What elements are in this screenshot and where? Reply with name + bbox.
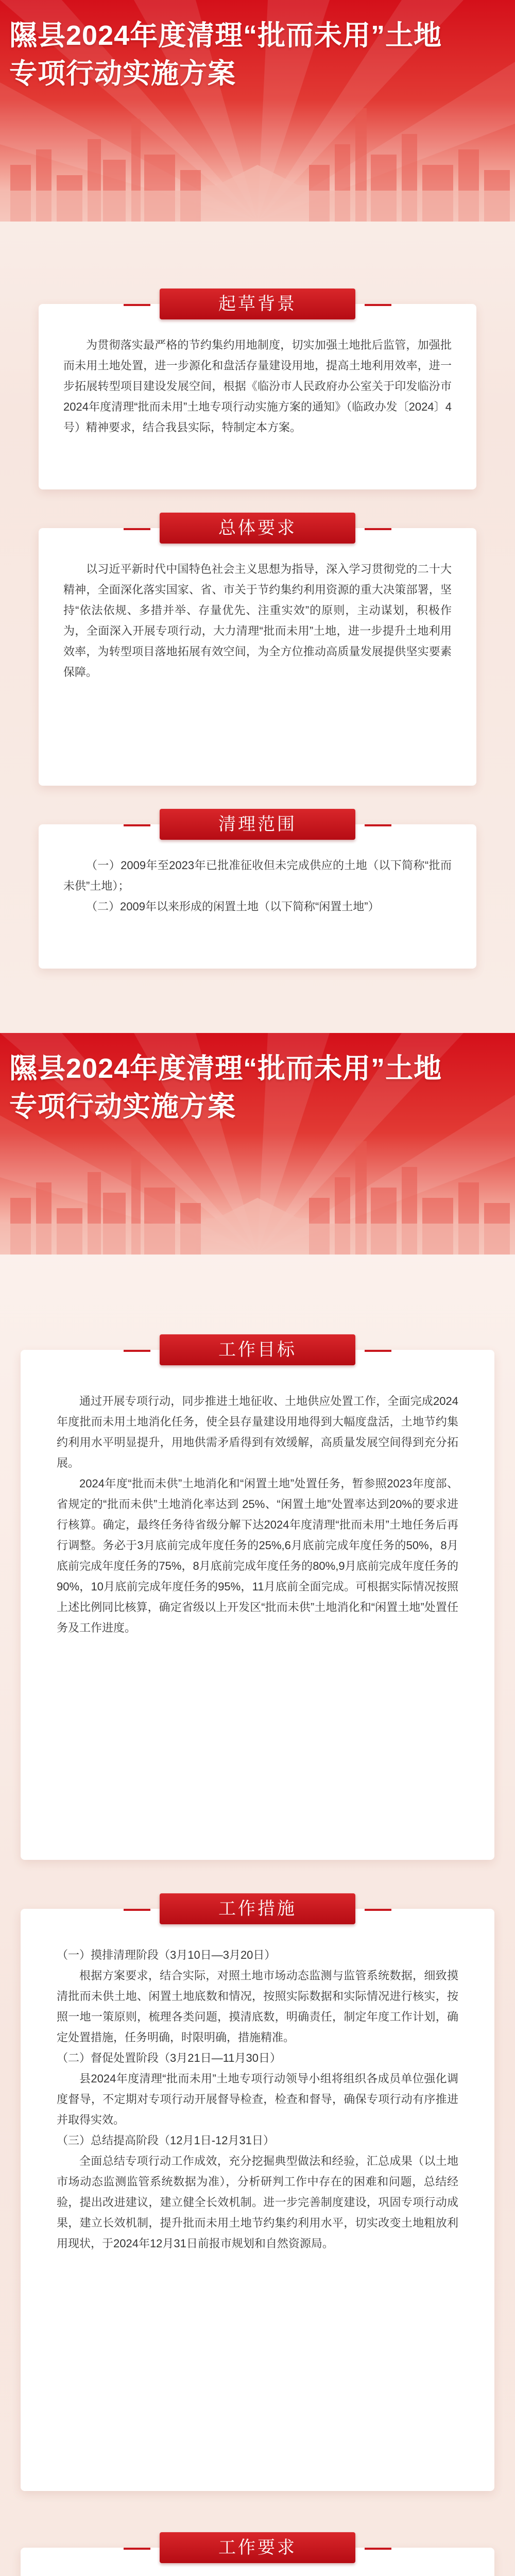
city-skyline-decoration [0, 1121, 515, 1255]
section-tag-measures: 工作措施 [160, 1893, 355, 1924]
scope-card [39, 815, 476, 969]
overall-card [39, 518, 476, 786]
poster-title-line1: 隰县2024年度清理“批而未用”土地 [9, 20, 442, 51]
poster-part-2 [0, 1033, 515, 2576]
overall-body [63, 559, 452, 683]
hero-banner [0, 1033, 515, 1255]
goals-paragraph: 通过开展专项行动，同步推进土地征收、土地供应处置工作，全面完成2024年度批而未用土地消化任务，使全县存量建设用地得到大幅度盘活，土地节约集约利用水平明显提升，用地供需矛盾得到有效缓解，高质量发展空间得到充分拓展。 [57, 1395, 458, 1469]
scope-body [63, 855, 452, 917]
measures-paragraph: 全面总结专项行动工作成效，充分挖掘典型做法和经验，汇总成果（以土地市场动态监测监管系统数据为准），分析研判工作中存在的困难和问题，总结经验，提出改进建议，建立健全长效机制。进一步完善制度建设，巩固专项行动成果，建立长效机制，提升批而未用土地节约集约利用水平，切实改变土地粗放利用现状，于2024年12月31日前报市规划和自然资源局。 [57, 2155, 458, 2250]
section-tag-requirements: 工作要求 [160, 2532, 355, 2563]
scope-item: （二）2009年以来形成的闲置土地（以下简称“闲置土地”） [86, 900, 380, 913]
poster-title-line1: 隰县2024年度清理“批而未用”土地 [9, 1053, 442, 1084]
hero-banner [0, 0, 515, 222]
city-skyline-decoration [0, 88, 515, 222]
section-tag-overall: 总体要求 [160, 513, 355, 544]
section-tag-background: 起草背景 [160, 289, 355, 319]
goals-card [21, 1340, 494, 1860]
measures-body [57, 1945, 458, 2254]
requirements-card [21, 2538, 494, 2576]
background-body [63, 335, 452, 438]
poster-title-line2: 专项行动实施方案 [9, 58, 236, 89]
goals-body [57, 1391, 458, 1638]
overall-paragraph: 以习近平新时代中国特色社会主义思想为指导，深入学习贯彻党的二十大精神，全面深化落实国家、省、市关于节约集约利用资源的重大决策部署，坚持“依法依规、多措并举、存量优先、注重实效”的原则，主动谋划，积极作为，全面深入开展专项行动，大力清理“批而未用”土地，进一步提升土地利用效率，为转型项目落地拓展有效空间，为全方位推动高质量发展提供坚实要素保障。 [63, 563, 452, 679]
background-card [39, 294, 476, 489]
section-tag-goals: 工作目标 [160, 1334, 355, 1365]
measures-stage-heading: （三）总结提高阶段（12月1日-12月31日） [57, 2134, 274, 2147]
scope-item: （一）2009年至2023年已批准征收但未完成供应的土地（以下简称“批而未供”土地）； [63, 859, 452, 892]
section-tag-scope: 清理范围 [160, 809, 355, 840]
measures-paragraph: 县2024年度清理“批而未用”土地专项行动领导小组将组织各成员单位强化调度督导，不定期对专项行动开展督导检查，检查和督导，确保专项行动有序推进并取得实效。 [57, 2072, 458, 2126]
measures-paragraph: 根据方案要求，结合实际，对照土地市场动态监测与监管系统数据，细致摸清批而未供土地、闲置土地底数和情况，按照实际数据和实际情况进行核实，按照一地一策原则，梳理各类问题，摸清底数，明确责任，制定年度工作计划，确定处置措施，任务明确，时限明确，措施精准。 [57, 1969, 458, 2044]
measures-stage-heading: （一）摸排清理阶段（3月10日—3月20日） [57, 1948, 276, 1961]
measures-stage-heading: （二）督促处置阶段（3月21日—11月30日） [57, 2052, 282, 2064]
poster-title-line2: 专项行动实施方案 [9, 1091, 236, 1122]
measures-card [21, 1899, 494, 2491]
background-paragraph: 为贯彻落实最严格的节约集约用地制度，切实加强土地批后监管，加强批而未用土地处置，进一步源化和盘活存量建设用地，提高土地利用效率，进一步拓展转型项目建设发展空间，根据《临汾市人民政府办公室关于印发临汾市2024年度清理“批而未用”土地专项行动实施方案的通知》（临政办发〔2024〕4号）精神要求，结合我县实际，特制定本方案。 [63, 338, 452, 434]
goals-paragraph: 2024年度“批而未供”土地消化和“闲置土地”处置任务，暂参照2023年度部、省规定的“批而未供”土地消化率达到 25%、“闲置土地”处置率达到20%的要求进行核算。确定，最终任务待省级分解下达2024年度清理“批而未用”土地任务后再行调整。务必于3月底前完成年度任务的25%,6月底前完成年度任务的50%，8月底前完成年度任务的75%，8月底前完成年度任务的80%,9月底前完成年度任务的90%，10月底前完成年度任务的95%，11月底前全面完成。可根据实际情况按照上述比例同比核算，确定省级以上开发区“批而未供”土地消化和“闲置土地”处置任务及工作进度。 [57, 1477, 458, 1634]
poster-part-1 [0, 0, 515, 1033]
